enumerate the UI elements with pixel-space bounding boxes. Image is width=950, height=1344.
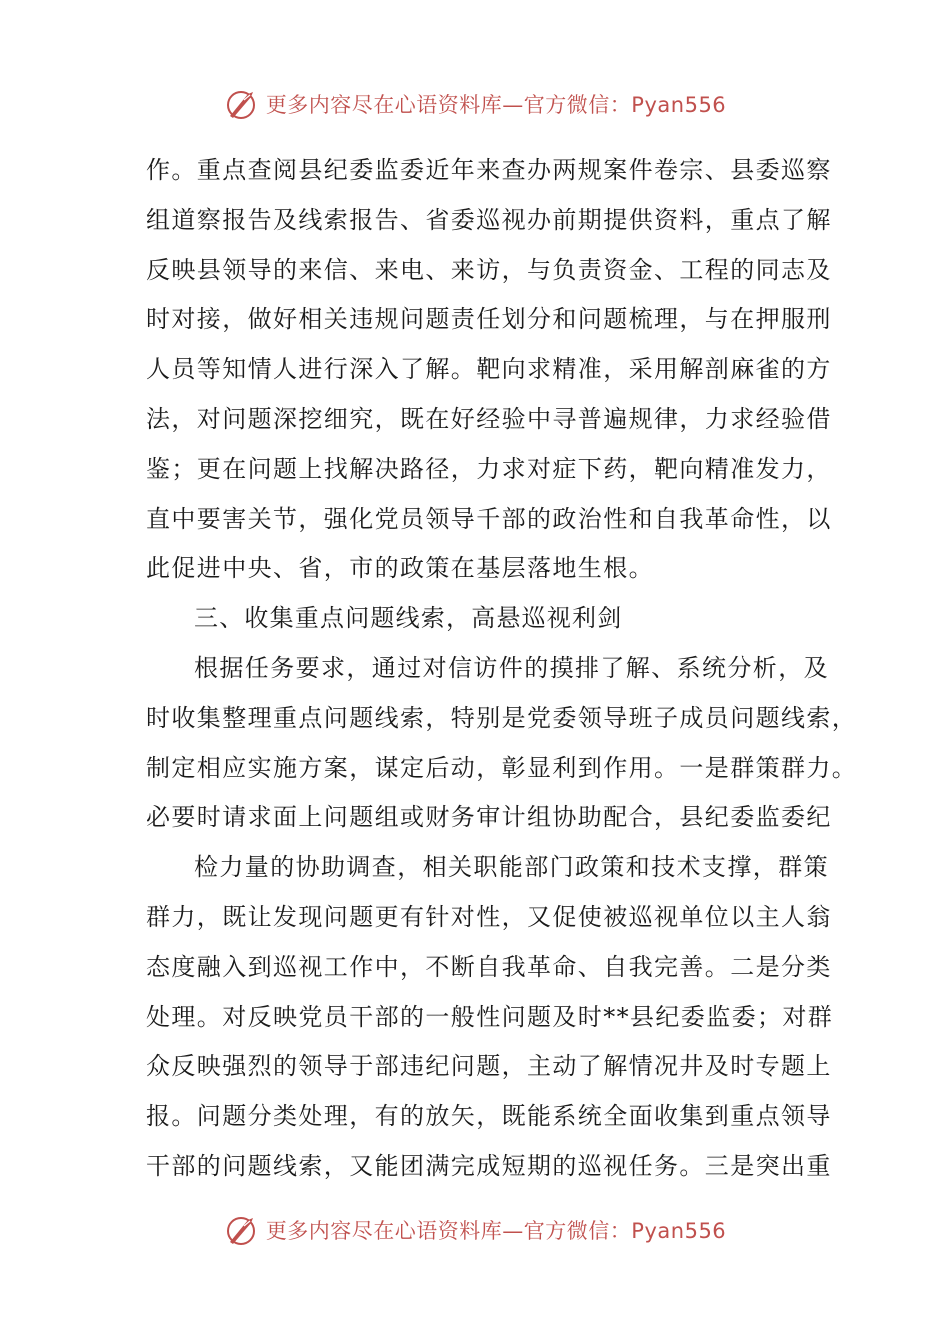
header-banner bbox=[0, 82, 950, 126]
body-line: 法，对问题深挖细究，既在好经验中寻普遍规律，力求经验借 bbox=[146, 404, 832, 433]
body-line: 处理。对反映党员干部的一般性问题及时**县纪委监委；对群 bbox=[146, 1002, 834, 1031]
body-line: 报。问题分类处理，有的放矢，既能系统全面收集到重点领导 bbox=[146, 1102, 832, 1131]
paragraph-first-line: 检力量的协助调查，相关职能部门政策和技术支撑，群策 bbox=[194, 853, 829, 882]
footer-banner bbox=[0, 1208, 950, 1252]
body-line: 组道察报告及线索报告、省委巡视办前期提供资料，重点了解 bbox=[146, 205, 832, 234]
quill-logo-icon bbox=[224, 86, 260, 122]
body-line: 此促进中央、省，市的政策在基层落地生根。 bbox=[146, 554, 654, 583]
paragraph-first-line: 根据任务要求，通过对信访件的摸排了解、系统分析，及 bbox=[194, 653, 829, 682]
footer-banner-text: 更多内容尽在心语资料库—官方微信：Pyan556 bbox=[265, 1219, 727, 1243]
body-line: 态度融入到巡视工作中，不断自我革命、自我完善。二是分类 bbox=[146, 952, 832, 981]
body-line: 作。重点查阅县纪委监委近年来查办两规案件卷宗、县委巡察 bbox=[146, 156, 832, 184]
quill-logo-icon bbox=[224, 1212, 260, 1248]
body-line: 人员等知情人进行深入了解。靶向求精准，采用解剖麻雀的方 bbox=[146, 355, 832, 384]
section-heading: 三、收集重点问题线索，高悬巡视利剑 bbox=[194, 604, 623, 633]
body-line: 时对接，做好相关违规问题责任划分和问题梳理，与在押服刑 bbox=[146, 305, 832, 334]
body-line: 制定相应实施方案，谋定后动，彰显利到作用。一是群策群力。 bbox=[146, 753, 858, 782]
header-banner-text: 更多内容尽在心语资料库—官方微信：Pyan556 bbox=[265, 93, 727, 117]
body-line: 众反映强烈的领导于部违纪问题，主动了解情况井及时专题上 bbox=[146, 1052, 832, 1081]
body-line: 鉴；更在问题上找解决路径，力求对症下药，靶向精准发力， bbox=[146, 454, 832, 483]
body-line: 群力，既让发现问题更有针对性，又促使被巡视单位以主人翁 bbox=[146, 902, 832, 931]
body-line: 直中要害关节，强化党员领导千部的政治性和自我革命性，以 bbox=[146, 504, 832, 533]
body-line: 必要时请求面上问题组或财务审计组协助配合，县纪委监委纪 bbox=[146, 803, 832, 832]
body-line: 干部的问题线索，又能团满完成短期的巡视任务。三是突出重 bbox=[146, 1151, 832, 1180]
body-line: 反映县领导的来信、来电、来访，与负责资金、工程的同志及 bbox=[146, 255, 832, 284]
body-line: 时收集整理重点问题线索，特别是党委领导班子成员问题线索， bbox=[146, 703, 858, 732]
document-body bbox=[146, 146, 858, 1192]
